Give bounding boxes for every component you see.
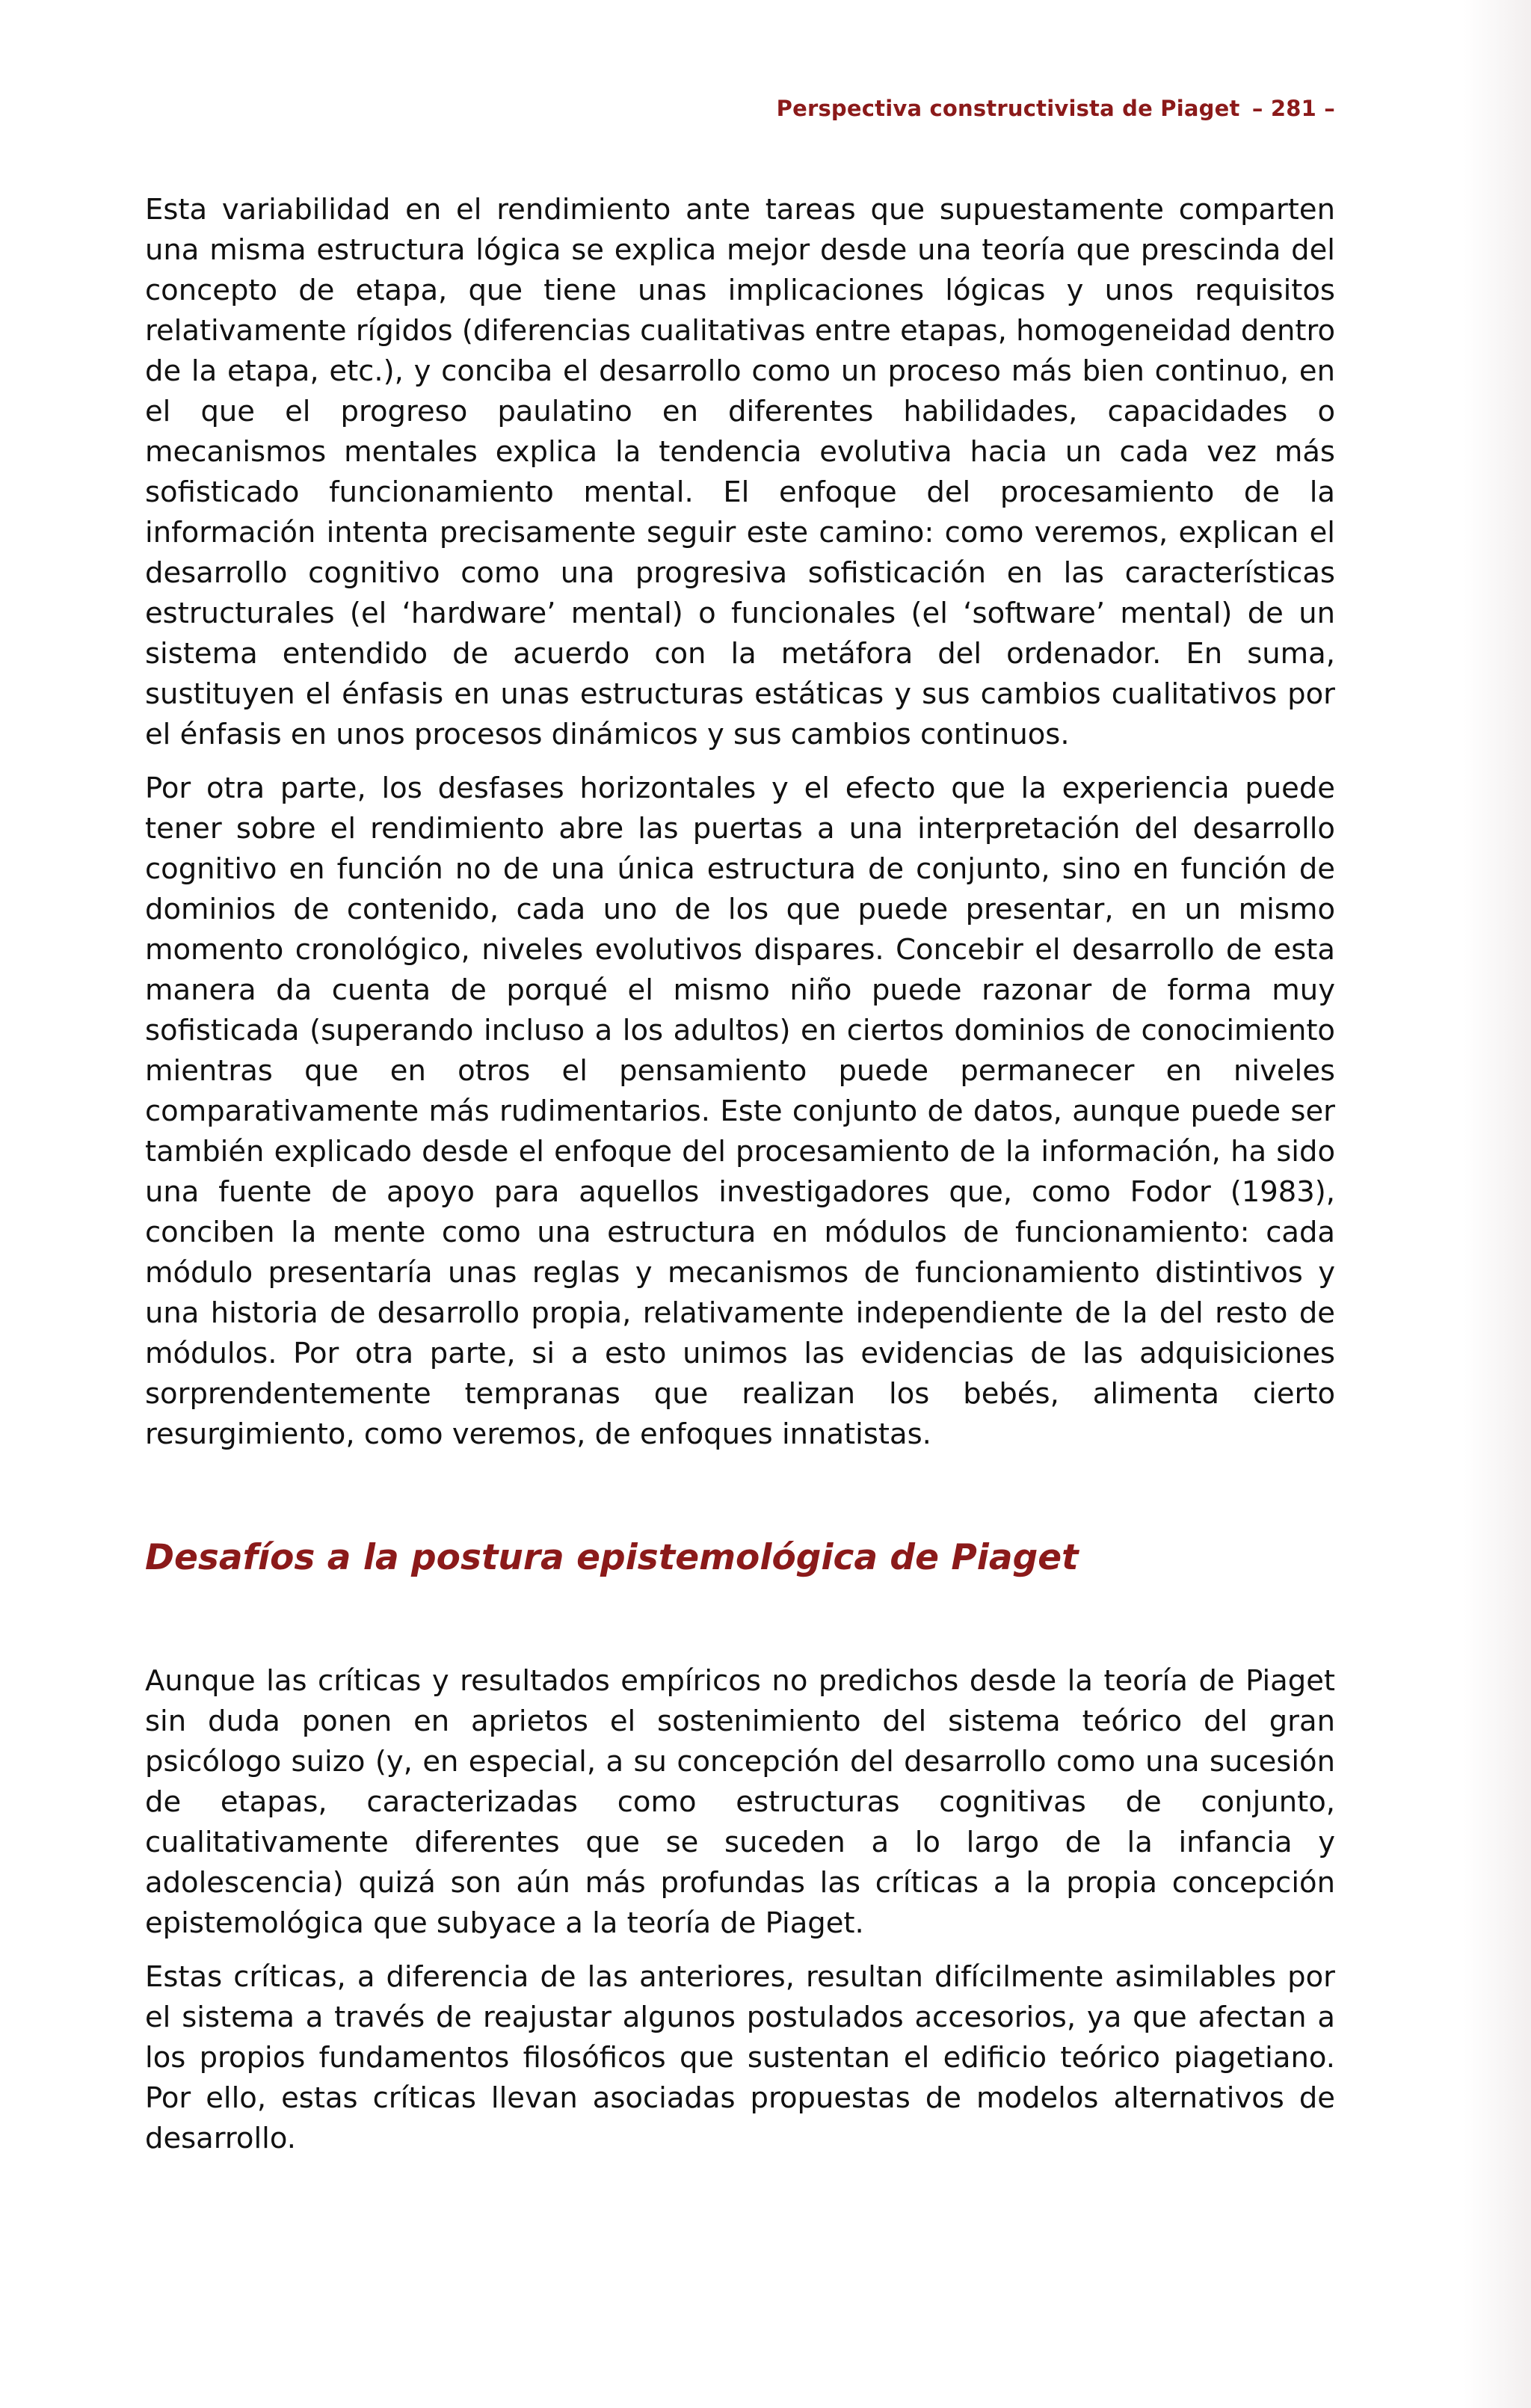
body-paragraph-1: Esta variabilidad en el rendimiento ante tareas que supuestamente comparten una misma estructura lógica se explica mejor desde una teoría que prescinda del concepto de etapa, que tiene unas implicaciones lógicas y unos requisitos relativamente rígidos (diferencias cualitativas entre etapas, homogeneidad dentro de la etapa, etc.), y conciba el desarrollo como un proceso más bien continuo, en el que el progreso paulatino en diferentes habilidades, capacidades o mecanismos mentales explica la tendencia evolutiva hacia un cada vez más sofisticado funcionamiento mental. El enfoque del procesamiento de la información intenta precisamente seguir este camino: como veremos, explican el desarrollo cognitivo como una progresiva sofisticación en las características estructurales (el ‘hardware’ mental) o funcionales (el ‘software’ mental) de un sistema entendido de acuerdo con la metáfora del ordenador. En suma, sustituyen el énfasis en unas estructuras estáticas y sus cambios cualitativos por el énfasis en unos procesos dinámicos y sus cambios continuos.	[145, 193, 1335, 751]
running-header	[777, 96, 1335, 121]
running-header-title: Perspectiva constructivista de Piaget	[776, 96, 1240, 121]
page-body	[145, 190, 1335, 2173]
section-paragraph-1: Aunque las críticas y resultados empíricos no predichos desde la teoría de Piaget sin duda ponen en aprietos el sostenimiento del sistema teórico del gran psicólogo suizo (y, en especial, a su concepción del desarrollo como una sucesión de etapas, caracterizadas como estructuras cognitivas de conjunto, cualitativamente diferentes que se suceden a lo largo de la infancia y adolescencia) quizá son aún más profundas las críticas a la propia concepción epistemológica que subyace a la teoría de Piaget.	[145, 1664, 1335, 1940]
section-heading: Desafíos a la postura epistemológica de Piaget	[145, 1537, 1079, 1578]
page-edge-shadow	[1464, 0, 1531, 2408]
section-paragraph-2: Estas críticas, a diferencia de las anteriores, resultan difícilmente asimilables por el sistema a través de reajustar algunos postulados accesorios, ya que afectan a los propios fundamentos filosóficos que sustentan el edificio teórico piagetiano. Por ello, estas críticas llevan asociadas propuestas de modelos alternativos de desarrollo.	[145, 1960, 1335, 2155]
page-number: – 281 –	[1251, 96, 1335, 121]
body-paragraph-2: Por otra parte, los desfases horizontales y el efecto que la experiencia puede tener sobre el rendimiento abre las puertas a una interpretación del desarrollo cognitivo en función no de una única estructura de conjunto, sino en función de dominios de contenido, cada uno de los que puede presentar, en un mismo momento cronológico, niveles evolutivos dispares. Concebir el desarrollo de esta manera da cuenta de porqué el mismo niño puede razonar de forma muy sofisticada (superando incluso a los adultos) en ciertos dominios de conocimiento mientras que en otros el pensamiento puede permanecer en niveles comparativamente más rudimentarios. Este conjunto de datos, aunque puede ser también explicado desde el enfoque del procesamiento de la información, ha sido una fuente de apoyo para aquellos investigadores que, como Fodor (1983), conciben la mente como una estructura en módulos de funcionamiento: cada módulo presentaría unas reglas y mecanismos de funcionamiento distintivos y una historia de desarrollo propia, relativamente independiente de la del resto de módulos. Por otra parte, si a esto unimos las evidencias de las adquisiciones sorprendentemente tempranas que realizan los bebés, alimenta cierto resurgimiento, como veremos, de enfoques innatistas.	[145, 772, 1335, 1451]
